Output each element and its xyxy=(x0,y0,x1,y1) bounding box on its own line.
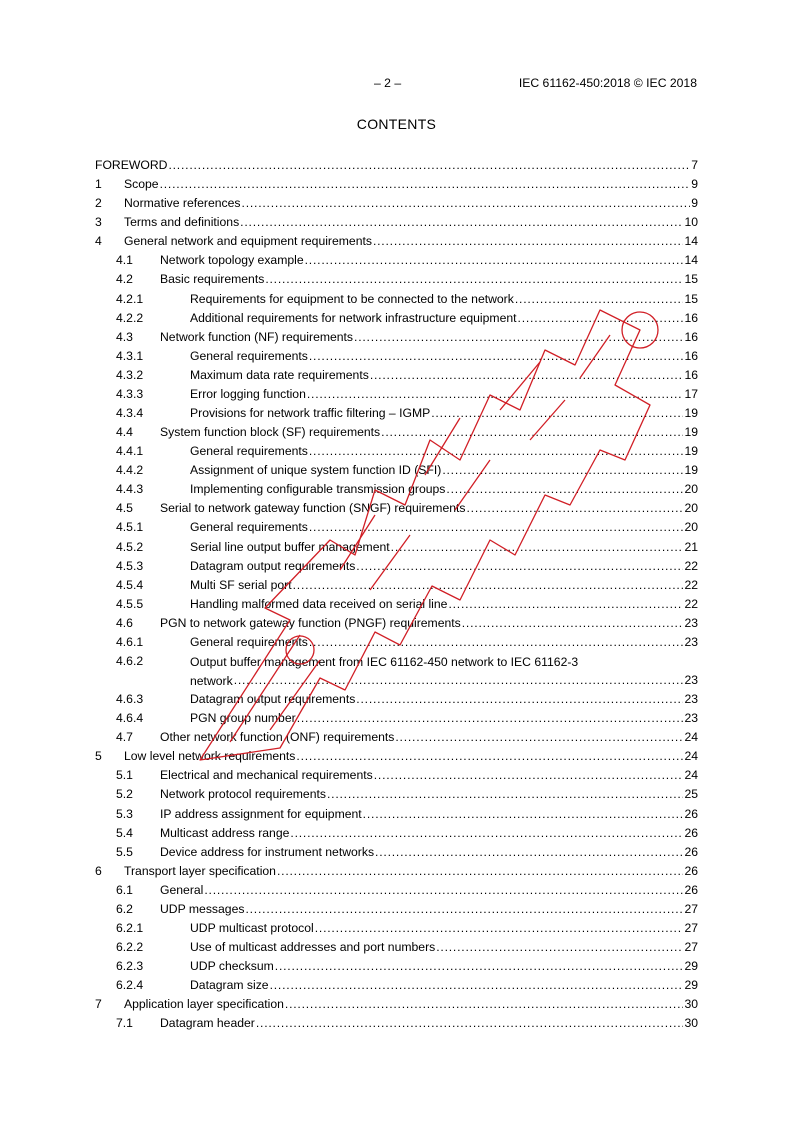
toc-entry-number: 4.5.5 xyxy=(116,596,144,611)
dot-leader xyxy=(518,310,684,326)
toc-entry-title: Requirements for equipment to be connected to the network xyxy=(190,291,514,306)
toc-entry-title-continued: network xyxy=(190,674,233,689)
toc-entry-title: Network protocol requirements xyxy=(160,787,326,802)
toc-entry[interactable] xyxy=(95,710,698,729)
dot-leader xyxy=(462,615,684,631)
toc-entry-page: 22 xyxy=(684,577,698,592)
toc-entry-page: 29 xyxy=(684,959,698,974)
dot-leader xyxy=(293,577,684,593)
page-title: CONTENTS xyxy=(356,116,437,132)
toc-entry[interactable] xyxy=(95,920,698,939)
toc-entry-page: 23 xyxy=(684,692,698,707)
toc-entry-title: Serial to network gateway function (SNGF) requirements xyxy=(160,501,466,516)
toc-entry-number: 7 xyxy=(95,997,102,1012)
toc-entry-title: Serial line output buffer management xyxy=(190,539,390,554)
toc-entry-title: Additional requirements for network infrastructure equipment xyxy=(190,310,517,325)
toc-entry-number: 4.5.3 xyxy=(116,558,144,573)
toc-entry-page: 16 xyxy=(684,367,698,382)
toc-entry[interactable] xyxy=(95,367,698,386)
toc-entry-number: 4.6.2 xyxy=(116,654,144,669)
dot-leader xyxy=(240,214,683,230)
toc-entry[interactable] xyxy=(95,271,698,290)
toc-entry-page: 26 xyxy=(684,806,698,821)
toc-entry-number: 4.2.2 xyxy=(116,310,144,325)
toc-entry[interactable] xyxy=(95,233,698,252)
dot-leader xyxy=(256,1015,684,1031)
toc-entry-page: 29 xyxy=(684,978,698,993)
toc-entry-number: 4.5.4 xyxy=(116,577,144,592)
dot-leader xyxy=(290,825,683,841)
toc-entry[interactable] xyxy=(95,462,698,481)
toc-entry-number: 4.6.4 xyxy=(116,711,144,726)
dot-leader xyxy=(436,939,683,955)
dot-leader xyxy=(327,786,683,802)
toc-entry[interactable] xyxy=(95,691,698,710)
dot-leader xyxy=(204,882,683,898)
toc-entry-number: 4.3 xyxy=(116,329,133,344)
toc-entry-title: Basic requirements xyxy=(160,272,265,287)
toc-entry-page: 26 xyxy=(684,863,698,878)
toc-entry-number: 6.2.4 xyxy=(116,978,144,993)
toc-entry-page: 23 xyxy=(684,634,698,649)
toc-entry[interactable] xyxy=(95,577,698,596)
toc-entry-title: UDP checksum xyxy=(190,959,274,974)
standard-reference: IEC 61162-450:2018 © IEC 2018 xyxy=(518,76,697,90)
toc-entry-number: 6.2.2 xyxy=(116,940,144,955)
toc-entry[interactable] xyxy=(95,615,698,634)
toc-entry[interactable] xyxy=(95,958,698,977)
toc-entry[interactable] xyxy=(95,500,698,519)
toc-entry-number: 4.5.1 xyxy=(116,520,144,535)
toc-entry-title: Electrical and mechanical requirements xyxy=(160,768,373,783)
toc-entry-number: 6.2.1 xyxy=(116,920,144,935)
toc-entry-title: Implementing configurable transmission groups xyxy=(190,482,446,497)
toc-entry[interactable] xyxy=(95,405,698,424)
toc-entry[interactable] xyxy=(95,1015,698,1034)
toc-entry-page: 19 xyxy=(684,425,698,440)
page-number: – 2 – xyxy=(374,76,402,90)
toc-entry-number: 1 xyxy=(95,177,102,192)
toc-entry-title: Network function (NF) requirements xyxy=(160,329,354,344)
toc-entry-title: PGN to network gateway function (PNGF) requirements xyxy=(160,615,461,630)
toc-entry-title: Transport layer specification xyxy=(124,863,276,878)
toc-entry-page: 26 xyxy=(684,844,698,859)
dot-leader xyxy=(431,405,683,421)
toc-entry-page: 20 xyxy=(684,482,698,497)
toc-entry[interactable] xyxy=(95,996,698,1015)
toc-entry-page: 26 xyxy=(684,825,698,840)
toc-entry-number: 4.4.1 xyxy=(116,444,144,459)
dot-leader xyxy=(296,748,683,764)
toc-entry-number: 4.3.3 xyxy=(116,386,144,401)
toc-entry[interactable] xyxy=(95,481,698,500)
dot-leader xyxy=(277,863,683,879)
toc-entry-page: 27 xyxy=(684,940,698,955)
dot-leader xyxy=(391,539,684,555)
toc-entry-number: 4.6.3 xyxy=(116,692,144,707)
toc-entry-title: Use of multicast addresses and port numbers xyxy=(190,940,436,955)
toc-entry-page: 24 xyxy=(684,768,698,783)
toc-entry-page: 27 xyxy=(684,920,698,935)
toc-entry-page: 20 xyxy=(684,520,698,535)
dot-leader xyxy=(270,977,684,993)
dot-leader xyxy=(467,500,684,516)
dot-leader xyxy=(160,176,691,192)
toc-entry[interactable] xyxy=(95,252,698,271)
toc-entry-title: Datagram output requirements xyxy=(190,692,356,707)
toc-entry-number: 4.7 xyxy=(116,730,133,745)
dot-leader xyxy=(395,729,683,745)
toc-entry-page: 9 xyxy=(691,177,698,192)
toc-entry-page: 24 xyxy=(684,749,698,764)
toc-entry[interactable] xyxy=(95,939,698,958)
toc-entry[interactable] xyxy=(95,291,698,310)
toc-entry[interactable] xyxy=(95,786,698,805)
toc-entry[interactable] xyxy=(95,863,698,882)
toc-entry-number: 6 xyxy=(95,863,102,878)
toc-entry-number: 6.2 xyxy=(116,901,133,916)
toc-entry-title: PGN group number xyxy=(190,711,296,726)
toc-entry-title: Provisions for network traffic filtering – IGMP xyxy=(190,406,431,421)
toc-entry-page: 16 xyxy=(684,329,698,344)
toc-entry[interactable] xyxy=(95,386,698,405)
toc-entry-page: 22 xyxy=(684,558,698,573)
toc-entry-page: 24 xyxy=(684,730,698,745)
toc-entry-page: 16 xyxy=(684,348,698,363)
toc-entry-title: System function block (SF) requirements xyxy=(160,425,381,440)
toc-entry-title: Terms and definitions xyxy=(124,215,240,230)
toc-entry-number: 4.6 xyxy=(116,615,133,630)
dot-leader xyxy=(354,329,683,345)
dot-leader xyxy=(363,806,684,822)
toc-entry-page: 15 xyxy=(684,291,698,306)
toc-entry-page: 7 xyxy=(691,158,698,172)
toc-entry-number: 4.4 xyxy=(116,425,133,440)
toc-entry-title: General xyxy=(160,882,204,897)
toc-entry[interactable] xyxy=(95,329,698,348)
dot-leader xyxy=(375,844,683,860)
table-of-contents xyxy=(95,157,698,1034)
toc-entry[interactable] xyxy=(95,767,698,786)
toc-entry-title: Application layer specification xyxy=(124,997,284,1012)
toc-entry[interactable] xyxy=(95,748,698,767)
toc-entry-page: 17 xyxy=(684,386,698,401)
toc-entry[interactable] xyxy=(95,844,698,863)
toc-entry[interactable] xyxy=(95,348,698,367)
toc-entry-title: Scope xyxy=(124,177,159,192)
toc-entry[interactable] xyxy=(95,214,698,233)
toc-entry-title: Low level network requirements xyxy=(124,749,296,764)
toc-entry-title: General requirements xyxy=(190,444,308,459)
toc-entry-number: 2 xyxy=(95,196,102,211)
toc-entry-title: Datagram size xyxy=(190,978,269,993)
toc-entry-number: 4 xyxy=(95,234,102,249)
dot-leader xyxy=(285,996,684,1012)
toc-entry-number: 4.2.1 xyxy=(116,291,144,306)
toc-entry-title: General requirements xyxy=(190,348,308,363)
toc-entry[interactable] xyxy=(95,977,698,996)
dot-leader xyxy=(307,386,684,402)
toc-entry[interactable] xyxy=(95,901,698,920)
toc-entry-number: 6.2.3 xyxy=(116,959,144,974)
toc-entry-page: 22 xyxy=(684,596,698,611)
toc-entry-title: Datagram output requirements xyxy=(190,558,356,573)
toc-entry[interactable] xyxy=(95,157,698,176)
dot-leader xyxy=(309,634,684,650)
toc-entry-number: 5.1 xyxy=(116,768,133,783)
toc-entry-title: Network topology example xyxy=(160,253,304,268)
dot-leader xyxy=(442,462,683,478)
toc-entry-title: FOREWORD xyxy=(95,158,168,172)
dot-leader xyxy=(309,443,684,459)
toc-entry-page: 19 xyxy=(684,463,698,478)
toc-entry-page: 30 xyxy=(684,997,698,1012)
toc-entry-title: General requirements xyxy=(190,634,308,649)
toc-entry[interactable] xyxy=(95,195,698,214)
toc-entry[interactable] xyxy=(95,653,698,691)
toc-entry-number: 5.5 xyxy=(116,844,133,859)
toc-entry-title: Maximum data rate requirements xyxy=(190,367,369,382)
toc-entry[interactable] xyxy=(95,519,698,538)
dot-leader xyxy=(370,367,684,383)
toc-entry-page: 27 xyxy=(684,901,698,916)
dot-leader xyxy=(374,767,684,783)
toc-entry[interactable] xyxy=(95,310,698,329)
toc-entry-title: Multi SF serial port xyxy=(190,577,292,592)
toc-entry-number: 4.3.2 xyxy=(116,367,144,382)
toc-entry[interactable] xyxy=(95,596,698,615)
toc-entry-page: 25 xyxy=(684,787,698,802)
dot-leader xyxy=(297,710,684,726)
toc-entry-page: 20 xyxy=(684,501,698,516)
dot-leader xyxy=(446,481,683,497)
dot-leader xyxy=(309,519,684,535)
toc-entry-number: 5.4 xyxy=(116,825,133,840)
toc-entry-title: Error logging function xyxy=(190,386,306,401)
toc-entry-number: 4.3.4 xyxy=(116,406,144,421)
dot-leader xyxy=(168,157,690,173)
dot-leader xyxy=(448,596,683,612)
toc-entry[interactable] xyxy=(95,882,698,901)
toc-entry-number: 4.5.2 xyxy=(116,539,144,554)
dot-leader xyxy=(275,958,684,974)
toc-entry[interactable] xyxy=(95,806,698,825)
toc-entry-number: 3 xyxy=(95,215,102,230)
toc-entry-page: 10 xyxy=(684,215,698,230)
toc-entry-page: 9 xyxy=(691,196,698,211)
toc-entry-title: Assignment of unique system function ID (SFI) xyxy=(190,463,442,478)
dot-leader xyxy=(356,558,683,574)
toc-entry-number: 4.1 xyxy=(116,253,133,268)
toc-entry[interactable] xyxy=(95,634,698,653)
toc-entry-title: UDP messages xyxy=(160,901,245,916)
toc-entry-page: 23 xyxy=(684,711,698,726)
toc-entry-title: General network and equipment requirements xyxy=(124,234,372,249)
toc-entry-title: Device address for instrument networks xyxy=(160,844,375,859)
dot-leader xyxy=(305,252,684,268)
dot-leader xyxy=(242,195,691,211)
toc-entry[interactable] xyxy=(95,825,698,844)
toc-entry-title: UDP multicast protocol xyxy=(190,920,314,935)
toc-entry-number: 5 xyxy=(95,749,102,764)
page-header xyxy=(0,76,793,92)
toc-entry-title: General requirements xyxy=(190,520,308,535)
toc-entry-page: 23 xyxy=(684,673,698,688)
toc-entry-number: 6.1 xyxy=(116,882,133,897)
dot-leader xyxy=(381,424,683,440)
toc-entry-page: 19 xyxy=(684,444,698,459)
dot-leader xyxy=(309,348,684,364)
toc-entry-page: 30 xyxy=(684,1016,698,1031)
toc-entry-page: 21 xyxy=(684,539,698,554)
toc-entry[interactable] xyxy=(95,539,698,558)
toc-entry-page: 14 xyxy=(684,234,698,249)
toc-entry-title: Output buffer management from IEC 61162-450 network to IEC 61162-3 xyxy=(190,655,579,670)
toc-entry-title: Normative references xyxy=(124,196,241,211)
toc-entry-title: Other network function (ONF) requirements xyxy=(160,730,395,745)
dot-leader xyxy=(315,920,684,936)
toc-entry-number: 4.4.2 xyxy=(116,463,144,478)
toc-entry-page: 23 xyxy=(684,615,698,630)
toc-entry[interactable] xyxy=(95,424,698,443)
dot-leader xyxy=(373,233,683,249)
toc-entry-number: 4.3.1 xyxy=(116,348,144,363)
toc-entry-title: Datagram header xyxy=(160,1016,255,1031)
toc-entry-number: 4.2 xyxy=(116,272,133,287)
toc-entry[interactable] xyxy=(95,729,698,748)
toc-entry-page: 26 xyxy=(684,882,698,897)
dot-leader xyxy=(265,271,683,287)
toc-entry-page: 19 xyxy=(684,406,698,421)
toc-entry-title: IP address assignment for equipment xyxy=(160,806,362,821)
toc-entry-number: 5.3 xyxy=(116,806,133,821)
toc-entry-page: 16 xyxy=(684,310,698,325)
toc-entry[interactable] xyxy=(95,443,698,462)
dot-leader xyxy=(245,901,683,917)
toc-entry[interactable] xyxy=(95,176,698,195)
toc-entry-title: Multicast address range xyxy=(160,825,290,840)
dot-leader xyxy=(356,691,683,707)
toc-entry-page: 15 xyxy=(684,272,698,287)
toc-entry[interactable] xyxy=(95,558,698,577)
toc-entry-number: 4.4.3 xyxy=(116,482,144,497)
toc-entry-number: 7.1 xyxy=(116,1016,133,1031)
dot-leader xyxy=(515,291,684,307)
toc-entry-number: 5.2 xyxy=(116,787,133,802)
toc-entry-page: 14 xyxy=(684,253,698,268)
toc-entry-title: Handling malformed data received on serial line xyxy=(190,596,448,611)
toc-entry-number: 4.5 xyxy=(116,501,133,516)
toc-entry-number: 4.6.1 xyxy=(116,634,144,649)
dot-leader xyxy=(234,672,684,691)
